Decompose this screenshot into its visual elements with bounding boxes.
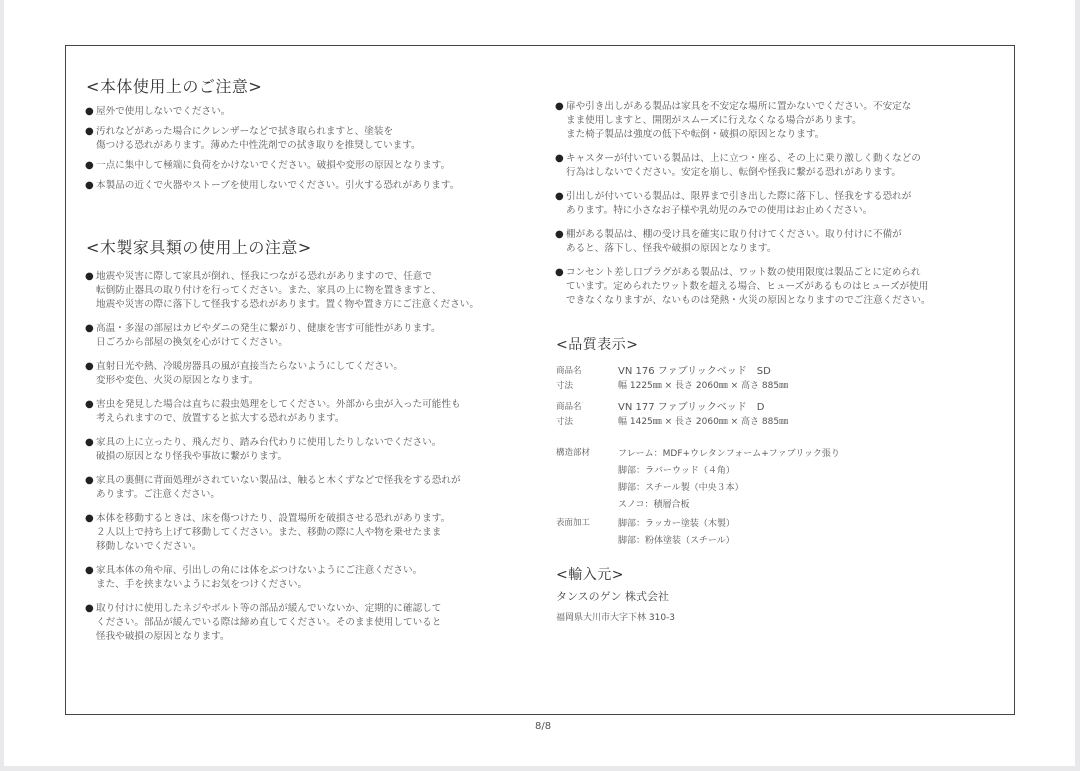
product-name: VN 176 ファブリックベッド SD <box>618 366 771 377</box>
section-title-body-usage: <本体使用上のご注意> <box>86 77 263 96</box>
section-title-importer: <輸入元> <box>556 567 624 583</box>
notice-line: また、手を挟まないようにお気をつけください。 <box>96 579 308 590</box>
notice-item <box>86 436 546 464</box>
importer-name: タンスのゲン 株式会社 <box>556 590 669 603</box>
notice-line: 扉や引き出しがある製品は家具を不安定な場所に置かないでください。不安定な <box>566 101 912 112</box>
notice-line: コンセント差し口プラグがある製品は、ワット数の使用限度は製品ごとに定められ <box>566 267 921 278</box>
notice-line: 棚がある製品は、棚の受け具を確実に取り付けてください。取り付けに不備が <box>566 229 902 240</box>
notice-line: 一点に集中して極端に負荷をかけないでください。破損や変形の原因となります。 <box>96 160 451 171</box>
notice-item <box>86 179 546 193</box>
notice-line: 家具の上に立ったり、飛んだり、踏み台代わりに使用したりしないでください。 <box>96 437 442 448</box>
notice-line: ください。部品が緩んでいる際は締め直してください。そのまま使用していると <box>96 617 442 628</box>
notice-item <box>556 100 986 142</box>
notice-line: 汚れなどがあった場合にクレンザーなどで拭き取られますと、塗装を <box>96 126 394 137</box>
product-name-label: 商品名 <box>556 402 582 412</box>
bullet-icon: ● <box>85 475 94 486</box>
bullet-icon: ● <box>555 229 564 240</box>
notice-line: ２人以上で持ち上げて移動してください。また、移動の際に人や物を乗せたまま <box>96 527 442 538</box>
notice-line: 日ごろから部屋の換気を心がけてください。 <box>96 337 288 348</box>
document-page <box>4 0 1075 766</box>
bullet-icon: ● <box>555 101 564 112</box>
size-label: 寸法 <box>556 381 574 391</box>
bullet-icon: ● <box>85 399 94 410</box>
notice-line: あります。ご注意ください。 <box>96 489 220 500</box>
additional-notices <box>556 100 986 308</box>
bullet-icon: ● <box>85 513 94 524</box>
notice-line: 移動しないでください。 <box>96 541 202 552</box>
notice-line: まま使用しますと、開閉がスムーズに行えなくなる場合があります。 <box>566 115 862 126</box>
material-item: フレーム：MDF+ウレタンフォーム+ファブリック張り <box>618 449 840 459</box>
notice-item <box>556 190 986 218</box>
notice-line: 本体を移動するときは、床を傷つけたり、設置場所を破損させる恐れがあります。 <box>96 513 451 524</box>
material-item: スノコ：積層合板 <box>618 500 690 510</box>
notice-line: 高温・多湿の部屋はカビやダニの発生に繋がり、健康を害す可能性があります。 <box>96 323 441 334</box>
notice-line: 破損の原因となり怪我や事故に繋がります。 <box>96 451 288 462</box>
materials-label: 構造部材 <box>556 448 591 458</box>
left-column <box>86 74 546 644</box>
product-name: VN 177 ファブリックベッド D <box>618 402 765 413</box>
bullet-icon: ● <box>85 437 94 448</box>
bullet-icon: ● <box>555 267 564 278</box>
notice-item <box>556 152 986 180</box>
notice-line: 転倒防止器具の取り付けを行ってください。また、家具の上に物を置きますと、 <box>96 285 442 296</box>
wooden-furniture-notices <box>86 270 546 644</box>
notice-item <box>86 564 546 592</box>
material-item: 脚部：ラバーウッド（４角） <box>618 466 735 476</box>
notice-item <box>86 125 546 153</box>
bullet-icon: ● <box>85 271 94 282</box>
bullet-icon: ● <box>85 361 94 372</box>
notice-line: 考えられますので、放置すると拡大する恐れがあります。 <box>96 413 345 424</box>
notice-line: 害虫を発見した場合は直ちに殺虫処理をしてください。外部から虫が入った可能性も <box>96 399 461 410</box>
notice-line: 家具の裏側に背面処理がされていない製品は、触ると木くずなどで怪我をする恐れが <box>96 475 461 486</box>
notice-item <box>556 266 986 308</box>
bullet-icon: ● <box>85 126 94 137</box>
product-size: 幅 1425㎜ × 長さ 2060㎜ × 高さ 885㎜ <box>618 417 789 427</box>
notice-line: 家具本体の角や扉、引出しの角には体をぶつけないようにご注意ください。 <box>96 565 423 576</box>
size-label: 寸法 <box>556 417 574 427</box>
notice-item <box>86 159 546 173</box>
notice-line: できなくなりますが、ないものは発熱・火災の原因となりますのでご注意ください。 <box>566 295 931 306</box>
notice-item <box>86 360 546 388</box>
notice-item <box>86 105 546 119</box>
page-frame <box>65 45 1015 715</box>
bullet-icon: ● <box>555 191 564 202</box>
bullet-icon: ● <box>85 180 94 191</box>
section-title-quality: <品質表示> <box>556 337 639 353</box>
notice-item <box>556 228 986 256</box>
notice-line: 屋外で使用しないでください。 <box>96 106 231 117</box>
importer-address: 福岡県大川市大字下林 310-3 <box>556 613 676 623</box>
notice-line: 取り付けに使用したネジやボルト等の部品が緩んでいないか、定期的に確認して <box>96 603 442 614</box>
notice-item <box>86 322 546 350</box>
notice-line: 引出しが付いている製品は、限界まで引き出した際に落下し、怪我をする恐れが <box>566 191 912 202</box>
notice-line: キャスターが付いている製品は、上に立つ・座る、その上に乗り激しく動くなどの <box>566 153 921 164</box>
finish-item: 脚部：ラッカー塗装（木製） <box>618 519 735 529</box>
notice-item <box>86 270 546 312</box>
product-1 <box>556 364 986 394</box>
finish-item: 脚部：粉体塗装（スチール） <box>618 536 735 546</box>
notice-item <box>86 512 546 554</box>
notice-line: 本製品の近くで火器やストーブを使用しないでください。引火する恐れがあります。 <box>96 180 460 191</box>
finish <box>556 516 986 550</box>
body-usage-notices <box>86 105 546 193</box>
notice-line: 変形や変色、火災の原因となります。 <box>96 375 259 386</box>
bullet-icon: ● <box>85 106 94 117</box>
bullet-icon: ● <box>85 603 94 614</box>
notice-line: ています。定められたワット数を超える場合、ヒューズがあるものはヒューズが使用 <box>566 281 929 292</box>
section-title-wooden-furniture: <木製家具類の使用上の注意> <box>86 238 312 257</box>
finish-label: 表面加工 <box>556 518 591 528</box>
product-name-label: 商品名 <box>556 366 582 376</box>
notice-line: 行為はしないでください。安定を崩し、転倒や怪我に繋がる恐れがあります。 <box>566 167 902 178</box>
bullet-icon: ● <box>85 323 94 334</box>
quality-spec <box>556 364 986 550</box>
notice-line: 地震や災害の際に落下して怪我する恐れがあります。置く物や置き方にご注意ください。 <box>96 299 479 310</box>
notice-line: 傷つける恐れがあります。薄めた中性洗剤での拭き取りを推奨しています。 <box>96 140 421 151</box>
bullet-icon: ● <box>85 565 94 576</box>
notice-item <box>86 398 546 426</box>
notice-line: 地震や災害に際して家具が倒れ、怪我につながる恐れがありますので、任意で <box>96 271 432 282</box>
notice-line: 直射日光や熱、冷暖房器具の風が直接当たらないようにしてください。 <box>96 361 403 372</box>
materials <box>556 446 986 514</box>
notice-item <box>86 602 546 644</box>
notice-line: また椅子製品は強度の低下や転倒・破損の原因となります。 <box>566 129 825 140</box>
notice-line: 怪我や破損の原因となります。 <box>96 631 230 642</box>
notice-item <box>86 474 546 502</box>
material-item: 脚部：スチール製（中央３本） <box>618 483 744 493</box>
product-2 <box>556 400 986 430</box>
right-column <box>556 100 986 623</box>
product-size: 幅 1225㎜ × 長さ 2060㎜ × 高さ 885㎜ <box>618 381 789 391</box>
bullet-icon: ● <box>85 160 94 171</box>
bullet-icon: ● <box>555 153 564 164</box>
notice-line: あると、落下し、怪我や破損の原因となります。 <box>566 243 777 254</box>
notice-line: あります。特に小さなお子様や乳幼児のみでの使用はお止めください。 <box>566 205 873 216</box>
page-number: 8/8 <box>535 721 552 732</box>
